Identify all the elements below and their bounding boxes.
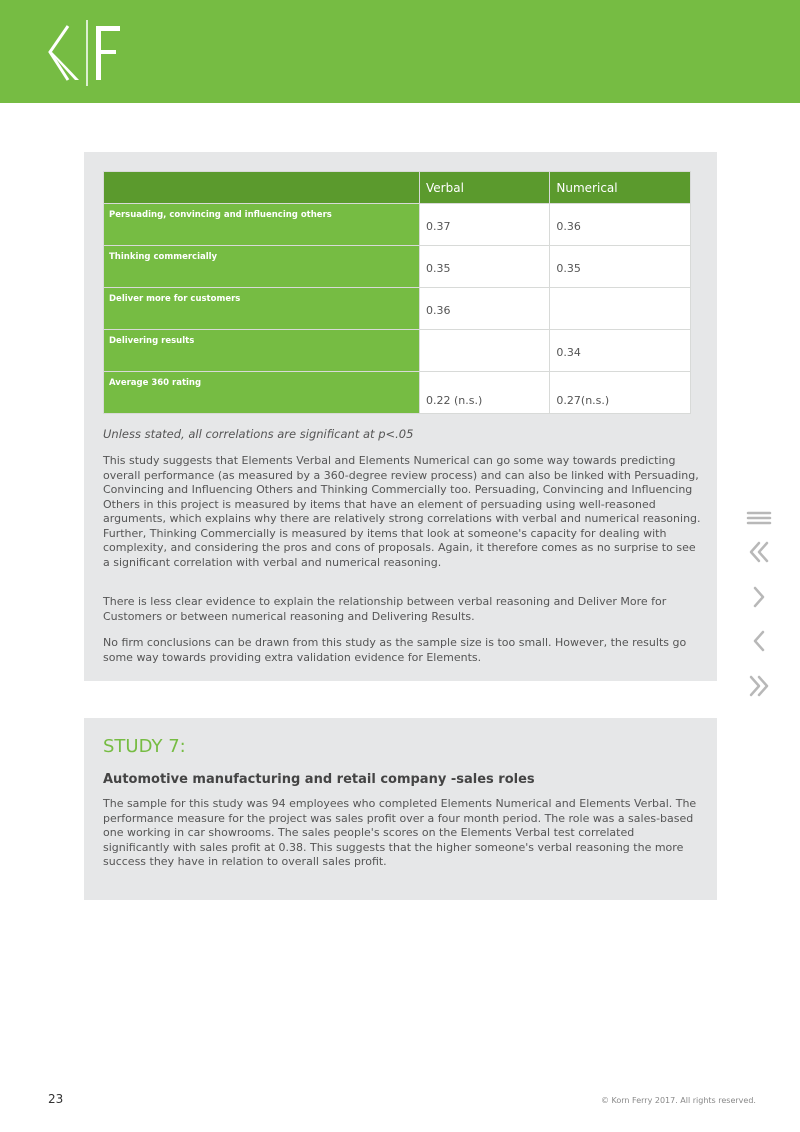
correlation-table xyxy=(103,171,691,414)
row-label: Average 360 rating xyxy=(104,372,420,414)
column-header-verbal: Verbal xyxy=(420,172,550,204)
study-body: The sample for this study was 94 employees who completed Elements Numerical and Elements Verbal. The performance measure for the project was sales profit over a four month period. The role was a sales-based one working in car showrooms. The sales people's scores on the Elements Verbal test correlated significantly with sales profit at 0.38. This suggests that the higher someone's verbal reasoning the more success they have in relation to overall sales profit. xyxy=(103,797,697,868)
table-row xyxy=(104,288,691,330)
table-row xyxy=(104,372,691,414)
column-header-numerical: Numerical xyxy=(550,172,691,204)
table-row xyxy=(104,204,691,246)
table-header-row xyxy=(104,172,691,204)
numerical-value: 0.27(n.s.) xyxy=(550,372,691,414)
verbal-value: 0.35 xyxy=(420,246,550,288)
kf-logo-icon xyxy=(46,18,124,88)
results-panel xyxy=(84,152,717,681)
numerical-value xyxy=(550,288,691,330)
numerical-value: 0.35 xyxy=(550,246,691,288)
table-corner-cell xyxy=(104,172,420,204)
body-paragraph: No firm conclusions can be drawn from this study as the sample size is too small. However, the results go some way towards providing extra validation evidence for Elements. xyxy=(103,636,687,664)
numerical-value: 0.34 xyxy=(550,330,691,372)
numerical-value: 0.36 xyxy=(550,204,691,246)
verbal-value xyxy=(420,330,550,372)
copyright-text: © Korn Ferry 2017. All rights reserved. xyxy=(601,1096,756,1105)
page-number: 23 xyxy=(48,1092,64,1106)
table-row xyxy=(104,246,691,288)
last-page-icon[interactable] xyxy=(744,673,774,699)
verbal-value: 0.37 xyxy=(420,204,550,246)
row-label: Deliver more for customers xyxy=(104,288,420,330)
body-paragraph: This study suggests that Elements Verbal and Elements Numerical can go some way towards predicting overall performance (as measured by a 360-degree review process) and can also be linked with Persuading, Convincing and Influencing Others and Thinking Commercially too. Persuading, Convincing and Influencing Others in this project is measured by items that have an element of persuading using well-reasoned arguments, which explains why there are relatively strong correlations with verbal and numerical reasoning. Further, Thinking Commercially is measured by items that look at someone's capacity for dealing with complexity, and considering the pros and cons of proposals. Again, it therefore comes as no surprise to see a significant correlation with verbal and numerical reasoning. xyxy=(103,454,701,569)
verbal-value: 0.22 (n.s.) xyxy=(420,372,550,414)
body-paragraph: There is less clear evidence to explain the relationship between verbal reasoning and Deliver More for Customers or between numerical reasoning and Delivering Results. xyxy=(103,595,667,623)
verbal-value: 0.36 xyxy=(420,288,550,330)
study-title: STUDY 7: xyxy=(103,736,186,757)
row-label: Delivering results xyxy=(104,330,420,372)
significance-note: Unless stated, all correlations are significant at p<.05 xyxy=(103,427,414,441)
menu-icon[interactable] xyxy=(744,505,774,531)
header-bar xyxy=(0,0,800,103)
first-page-icon[interactable] xyxy=(744,539,774,565)
study-panel xyxy=(84,718,717,900)
next-page-icon[interactable] xyxy=(744,584,774,610)
previous-page-icon[interactable] xyxy=(744,628,774,654)
study-subtitle: Automotive manufacturing and retail company -sales roles xyxy=(103,772,535,787)
row-label: Thinking commercially xyxy=(104,246,420,288)
table-row xyxy=(104,330,691,372)
row-label: Persuading, convincing and influencing others xyxy=(104,204,420,246)
